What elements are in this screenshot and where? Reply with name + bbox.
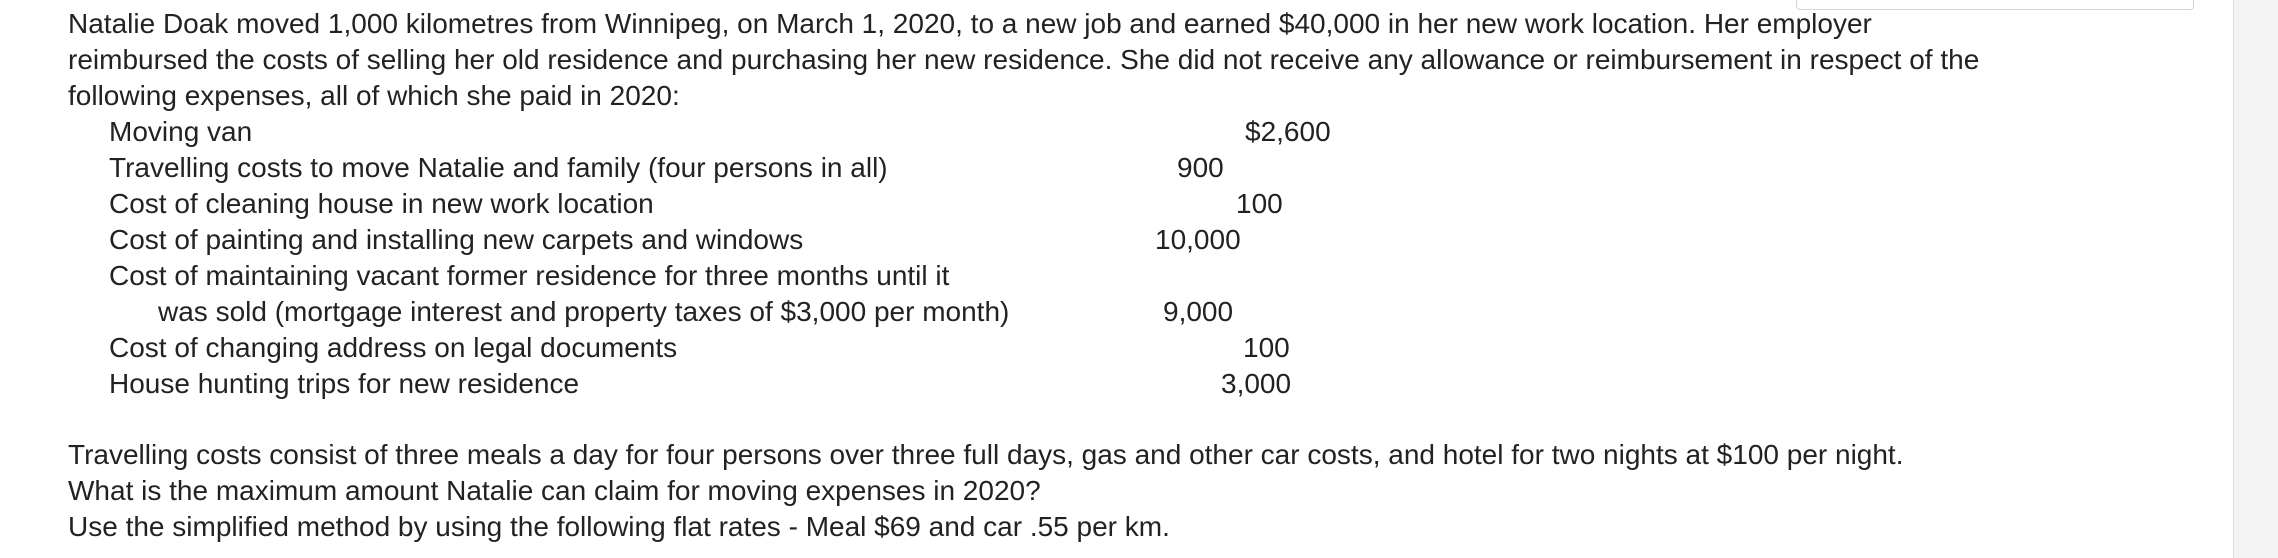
intro-line-2: reimbursed the costs of selling her old residence and purchasing her new residence. She did not receive any allowance or reimbursement in respect of the: [68, 44, 1980, 75]
expense-label: Moving van: [109, 116, 253, 147]
vertical-scrollbar[interactable]: [2233, 0, 2278, 558]
expense-amount: $2,600: [1245, 116, 1331, 147]
expense-label: House hunting trips for new residence: [109, 368, 580, 399]
expense-amount: 10,000: [1155, 224, 1241, 255]
expense-amount: 100: [1243, 332, 1290, 363]
expense-amount: 100: [1236, 188, 1283, 219]
expense-label-continued: was sold (mortgage interest and property taxes of $3,000 per month): [158, 296, 1010, 327]
expense-amount: 9,000: [1163, 296, 1234, 327]
expense-label: Cost of changing address on legal documents: [109, 332, 678, 363]
expense-amount: 900: [1177, 152, 1224, 183]
closing-line-1: Travelling costs consist of three meals a day for four persons over three full days, gas and other car costs, and hotel for two nights at $100 per night.: [68, 439, 1904, 470]
expense-amount: 3,000: [1221, 368, 1292, 399]
intro-line-3: following expenses, all of which she paid in 2020:: [68, 80, 680, 111]
expense-label: Cost of cleaning house in new work location: [109, 188, 654, 219]
expense-label: Cost of painting and installing new carpets and windows: [109, 224, 804, 255]
expense-label: Cost of maintaining vacant former residence for three months until it: [109, 260, 950, 291]
closing-line-2: What is the maximum amount Natalie can claim for moving expenses in 2020?: [68, 475, 1041, 506]
intro-line-1: Natalie Doak moved 1,000 kilometres from Winnipeg, on March 1, 2020, to a new job and earned $40,000 in her new work location. Her employer: [68, 8, 1872, 39]
closing-line-3: Use the simplified method by using the following flat rates - Meal $69 and car .55 per km.: [68, 511, 1170, 542]
expense-label: Travelling costs to move Natalie and family (four persons in all): [109, 152, 888, 183]
